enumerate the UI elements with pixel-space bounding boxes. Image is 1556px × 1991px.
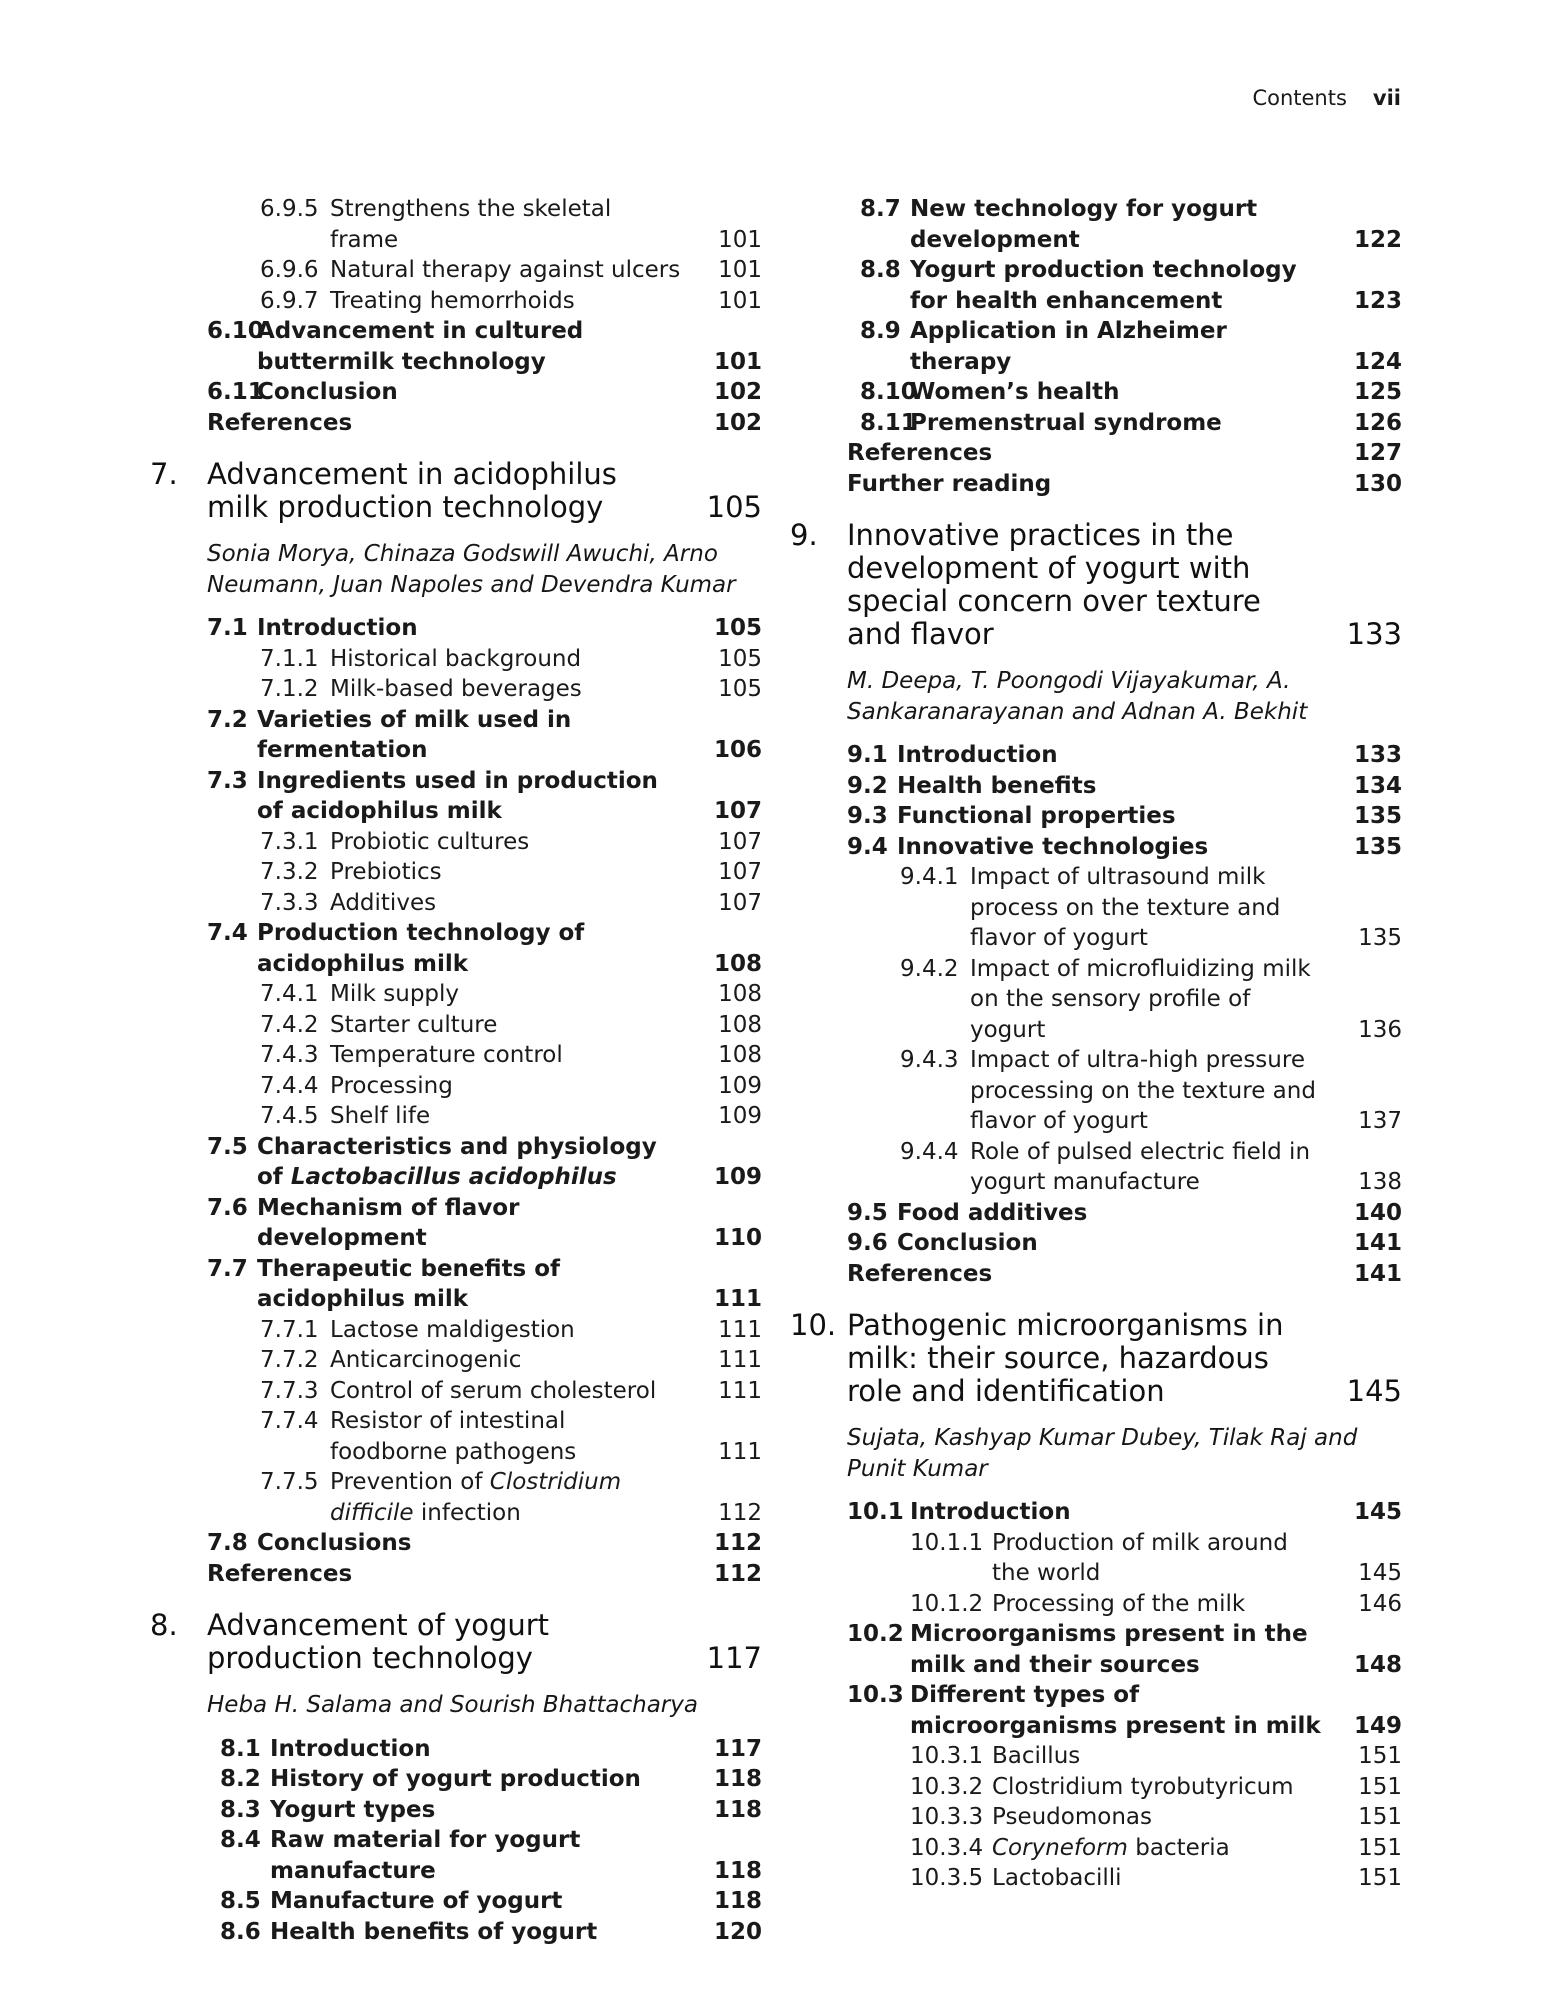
toc-entry-title: Resistor of intestinal foodborne pathogens: [330, 1408, 577, 1465]
toc-entry-page: 120: [713, 1918, 762, 1945]
toc-entry[interactable]: [790, 1589, 1402, 1620]
toc-entry-title: Pseudomonas: [992, 1804, 1152, 1830]
toc-entry[interactable]: [150, 1795, 762, 1826]
toc-entry-number: 8.8: [860, 257, 901, 283]
toc-group: [790, 194, 1402, 499]
toc-entry-title: Health benefits: [897, 772, 1097, 799]
toc-entry[interactable]: [790, 1863, 1402, 1894]
toc-entry[interactable]: [150, 286, 762, 317]
toc-group: [150, 1734, 762, 1948]
toc-entry[interactable]: [150, 316, 762, 377]
chapter-heading[interactable]: [150, 458, 762, 524]
toc-entry[interactable]: [790, 1772, 1402, 1803]
toc-entry-page: 138: [1358, 1169, 1402, 1195]
toc-entry-title: Prevention of Clostridium difficile infection: [330, 1469, 622, 1526]
toc-entry-number: 9.5: [847, 1199, 888, 1226]
toc-entry-title: Treating hemorrhoids: [330, 287, 575, 314]
chapter-page: 117: [706, 1641, 762, 1675]
toc-entry-title: Yogurt types: [270, 1796, 436, 1823]
toc-entry-title: Conclusion: [897, 1230, 1038, 1256]
chapter-heading[interactable]: [790, 519, 1402, 651]
toc-entry-page: 107: [718, 889, 762, 916]
toc-entry-title: Impact of ultrasound milk process on the texture and flavor of yogurt: [970, 864, 1281, 951]
toc-entry-title: References: [207, 1560, 353, 1587]
toc-entry-title: Microorganisms present in the milk and their sources: [910, 1621, 1308, 1678]
toc-entry-number: 7.7.3: [260, 1377, 319, 1404]
toc-entry-number: 8.9: [860, 318, 901, 344]
toc-entry-number: 10.3.1: [910, 1743, 984, 1769]
toc-entry-page: 122: [1353, 226, 1402, 253]
toc-entry-number: 7.7: [207, 1255, 248, 1282]
toc-entry-number: 10.3.3: [910, 1804, 984, 1830]
toc-entry-number: 7.4.4: [260, 1072, 319, 1099]
toc-entry-title: Further reading: [847, 470, 1052, 497]
toc-entry[interactable]: [150, 674, 762, 705]
toc-entry-page: 140: [1353, 1199, 1402, 1226]
toc-entry-number: 9.4.3: [900, 1047, 959, 1073]
toc-entry-title: Shelf life: [330, 1103, 431, 1129]
running-head-label: Contents: [1252, 86, 1347, 110]
toc-entry-page: 101: [718, 287, 762, 314]
toc-entry[interactable]: [790, 1137, 1402, 1198]
chapter-title: Advancement in acidophilus milk production technology: [207, 457, 617, 524]
toc-entry-title: Additives: [330, 889, 437, 916]
toc-entry-number: 10.2: [847, 1621, 904, 1647]
chapter-title: Advancement of yogurt production technology: [207, 1608, 550, 1675]
toc-entry[interactable]: [150, 918, 762, 979]
toc-entry-title: Conclusions: [257, 1530, 412, 1556]
toc-entry-page: 118: [713, 1766, 762, 1792]
toc-entry-page: 110: [713, 1225, 762, 1251]
toc-entry-title: Introduction: [257, 615, 418, 641]
toc-entry-number: 10.1.1: [910, 1529, 984, 1556]
toc-entry-number: 7.1.1: [260, 645, 319, 672]
toc-entry-title: Functional properties: [897, 803, 1176, 829]
toc-entry-page: 101: [718, 226, 762, 253]
toc-entry-page: 151: [1358, 1804, 1402, 1830]
chapter-heading[interactable]: [150, 1609, 762, 1675]
toc-entry-page: 118: [713, 1888, 762, 1914]
toc-entry-title: References: [847, 440, 993, 466]
toc-entry[interactable]: [790, 1259, 1402, 1290]
toc-entry[interactable]: [790, 771, 1402, 802]
toc-entry-title: Impact of ultra-high pressure processing on the texture and flavor of yogurt: [970, 1047, 1316, 1134]
toc-entry-page: 111: [718, 1316, 762, 1343]
toc-entry[interactable]: [150, 194, 762, 255]
toc-entry[interactable]: [790, 469, 1402, 500]
toc-entry-page: 145: [1353, 1499, 1402, 1525]
toc-entry-page: 111: [718, 1347, 762, 1373]
toc-entry[interactable]: [150, 1254, 762, 1315]
toc-entry-number: 10.3.4: [910, 1834, 984, 1861]
toc-entry[interactable]: [790, 1528, 1402, 1589]
chapter-title: Innovative practices in the development of yogurt with special concern over texture and flavor: [847, 518, 1261, 651]
toc-entry-number: 9.3: [847, 803, 888, 829]
toc-entry-number: 10.3: [847, 1682, 904, 1708]
toc-entry[interactable]: [150, 1886, 762, 1917]
toc-entry[interactable]: [150, 1528, 762, 1559]
toc-entry-page: 130: [1353, 470, 1402, 497]
toc-entry-number: 7.7.2: [260, 1347, 319, 1373]
toc-entry-title: Prebiotics: [330, 859, 442, 885]
toc-entry[interactable]: [150, 1193, 762, 1254]
toc-entry[interactable]: [150, 1764, 762, 1795]
toc-entry-page: 151: [1358, 1743, 1402, 1769]
toc-entry-page: 105: [718, 645, 762, 672]
toc-entry[interactable]: [790, 438, 1402, 469]
toc-entry-number: 7.4.2: [260, 1011, 319, 1038]
toc-entry[interactable]: [790, 1045, 1402, 1137]
toc-entry[interactable]: [150, 1010, 762, 1041]
toc-entry-number: 8.1: [220, 1735, 261, 1762]
toc-entry-number: 6.10: [207, 318, 264, 344]
toc-entry-page: 107: [718, 828, 762, 855]
chapter-page: 105: [706, 490, 762, 524]
toc-entry[interactable]: [790, 1619, 1402, 1680]
toc-entry-title: Coryneform bacteria: [992, 1834, 1230, 1861]
toc-column-left: [150, 194, 762, 1947]
toc-entry-page: 135: [1353, 803, 1402, 829]
toc-entry[interactable]: [790, 801, 1402, 832]
toc-entry-title: Milk-based beverages: [330, 676, 582, 702]
toc-entry-page: 151: [1358, 1865, 1402, 1891]
toc-entry[interactable]: [150, 408, 762, 439]
toc-entry-page: 135: [1358, 925, 1402, 951]
toc-entry-number: 7.7.1: [260, 1316, 319, 1343]
chapter-authors: Heba H. Salama and Sourish Bhattacharya: [207, 1692, 698, 1718]
toc-entry[interactable]: [790, 1228, 1402, 1259]
toc-entry[interactable]: [150, 979, 762, 1010]
toc-entry-title: Production of milk around the world: [992, 1529, 1288, 1586]
toc-entry-title: Bacillus: [992, 1743, 1081, 1769]
toc-entry[interactable]: [790, 408, 1402, 439]
toc-entry[interactable]: [150, 827, 762, 858]
toc-entry[interactable]: [150, 1345, 762, 1376]
toc-entry-page: 151: [1358, 1773, 1402, 1800]
toc-entry-number: 6.11: [207, 379, 264, 405]
toc-entry-title: Different types of microorganisms present in milk: [910, 1682, 1321, 1739]
toc-entry-title: Production technology of acidophilus milk: [257, 920, 585, 977]
toc-entry-page: 111: [713, 1286, 762, 1312]
toc-entry-page: 107: [718, 859, 762, 885]
toc-entry[interactable]: [150, 613, 762, 644]
toc-entry-page: 108: [718, 981, 762, 1007]
toc-entry-number: 7.2: [207, 706, 248, 733]
toc-entry[interactable]: [790, 1833, 1402, 1864]
toc-entry[interactable]: [790, 255, 1402, 316]
toc-entry-number: 8.3: [220, 1796, 261, 1823]
toc-entry-number: 7.7.5: [260, 1469, 319, 1495]
chapter-page: 145: [1346, 1374, 1402, 1408]
toc-entry-title: Starter culture: [330, 1011, 498, 1038]
toc-entry[interactable]: [150, 1559, 762, 1590]
toc-entry-title: Probiotic cultures: [330, 828, 530, 855]
toc-entry-number: 8.7: [860, 196, 901, 222]
toc-group: [150, 194, 762, 438]
toc-entry-title: Yogurt production technology for health enhancement: [910, 257, 1297, 314]
toc-entry-page: 105: [718, 676, 762, 702]
toc-entry-page: 125: [1353, 379, 1402, 405]
toc-entry-title: Women’s health: [910, 379, 1120, 405]
toc-entry[interactable]: [150, 888, 762, 919]
toc-entry-number: 8.4: [220, 1827, 261, 1853]
toc-entry[interactable]: [790, 1680, 1402, 1741]
toc-entry-number: 6.9.6: [260, 257, 319, 283]
toc-entry-number: 7.4.3: [260, 1042, 319, 1068]
toc-entry[interactable]: [790, 832, 1402, 863]
toc-entry-title: Mechanism of flavor development: [257, 1194, 520, 1251]
toc-entry[interactable]: [150, 1376, 762, 1407]
toc-entry-page: 141: [1353, 1260, 1402, 1287]
chapter-number: 9.: [790, 518, 818, 552]
toc-entry[interactable]: [790, 1741, 1402, 1772]
toc-entry-page: 106: [713, 737, 762, 763]
toc-entry-page: 102: [713, 409, 762, 436]
toc-entry-title: Milk supply: [330, 981, 460, 1007]
toc-entry-number: 8.5: [220, 1888, 261, 1914]
toc-entry[interactable]: [150, 1071, 762, 1102]
toc-entry-number: 8.10: [860, 379, 917, 405]
toc-entry-title: Clostridium tyrobutyricum: [992, 1773, 1294, 1800]
toc-entry[interactable]: [790, 1198, 1402, 1229]
toc-entry-page: 135: [1353, 833, 1402, 860]
toc-entry-title: Role of pulsed electric field in yogurt manufacture: [970, 1138, 1311, 1195]
toc-entry-title: Premenstrual syndrome: [910, 409, 1222, 436]
chapter-number: 7.: [150, 457, 178, 491]
toc-entry-page: 118: [713, 1857, 762, 1884]
toc-entry-title: References: [207, 409, 353, 436]
toc-entry[interactable]: [150, 857, 762, 888]
toc-entry-number: 10.1: [847, 1499, 904, 1525]
toc-entry-page: 146: [1358, 1590, 1402, 1617]
toc-entry-title: Lactose maldigestion: [330, 1316, 575, 1343]
toc-entry[interactable]: [790, 316, 1402, 377]
chapter-number: 8.: [150, 1608, 178, 1642]
toc-entry-title: Raw material for yogurt manufacture: [270, 1827, 581, 1884]
toc-entry-number: 8.2: [220, 1766, 261, 1792]
toc-entry-page: 141: [1353, 1230, 1402, 1256]
toc-group: [790, 1497, 1402, 1894]
toc-group: [790, 740, 1402, 1289]
toc-entry-page: 101: [713, 348, 762, 375]
toc-entry-number: 9.1: [847, 742, 888, 768]
toc-entry-page: 123: [1353, 287, 1402, 314]
toc-entry-page: 137: [1358, 1108, 1402, 1134]
toc-entry-number: 9.4.1: [900, 864, 959, 890]
toc-entry-page: 149: [1353, 1712, 1402, 1739]
toc-entry[interactable]: [790, 377, 1402, 408]
toc-entry-number: 6.9.7: [260, 287, 319, 314]
toc-entry-number: 10.3.5: [910, 1865, 984, 1891]
chapter-authors: Sonia Morya, Chinaza Godswill Awuchi, Arno Neumann, Juan Napoles and Devendra Kumar: [207, 541, 736, 598]
running-head: [1252, 86, 1401, 110]
toc-entry-page: 127: [1353, 440, 1402, 466]
chapter-heading[interactable]: [790, 1309, 1402, 1408]
toc-entry-page: 126: [1353, 409, 1402, 436]
chapter-authors: M. Deepa, T. Poongodi Vijayakumar, A. Sankaranarayanan and Adnan A. Bekhit: [847, 668, 1308, 725]
toc-entry[interactable]: [150, 1040, 762, 1071]
toc-entry-page: 102: [713, 379, 762, 405]
toc-entry-title: Conclusion: [257, 379, 398, 405]
toc-entry-title: History of yogurt production: [270, 1766, 641, 1792]
toc-entry-number: 7.4.5: [260, 1103, 319, 1129]
toc-entry-page: 118: [713, 1796, 762, 1823]
toc-entry-title: Innovative technologies: [897, 833, 1209, 860]
toc-entry[interactable]: [150, 1406, 762, 1467]
toc-entry-number: 8.11: [860, 409, 917, 436]
toc-entry-number: 7.4.1: [260, 981, 319, 1007]
toc-entry[interactable]: [790, 954, 1402, 1046]
toc-entry[interactable]: [150, 705, 762, 766]
toc-entry[interactable]: [790, 1802, 1402, 1833]
toc-entry[interactable]: [150, 255, 762, 286]
toc-entry-number: 6.9.5: [260, 196, 319, 222]
toc-entry-title: Control of serum cholesterol: [330, 1377, 657, 1404]
toc-entry-page: 101: [718, 257, 762, 283]
toc-entry-title: Introduction: [910, 1499, 1071, 1525]
toc-entry-number: 9.6: [847, 1230, 888, 1256]
toc-entry[interactable]: [150, 1132, 762, 1193]
toc-entry-page: 124: [1353, 348, 1402, 375]
toc-entry-number: 7.3.2: [260, 859, 319, 885]
toc-entry-page: 112: [718, 1499, 762, 1526]
toc-entry-number: 10.1.2: [910, 1590, 984, 1617]
toc-entry-page: 109: [718, 1103, 762, 1129]
chapter-page: 133: [1346, 617, 1402, 651]
toc-entry-page: 109: [718, 1072, 762, 1099]
toc-entry-page: 109: [713, 1164, 762, 1190]
toc-entry[interactable]: [790, 862, 1402, 954]
toc-entry-number: 8.6: [220, 1918, 261, 1945]
toc-entry-number: 9.4: [847, 833, 888, 860]
toc-entry-title: Strengthens the skeletal frame: [330, 196, 612, 253]
toc-entry-page: 108: [718, 1011, 762, 1038]
toc-entry[interactable]: [790, 1497, 1402, 1528]
toc-entry[interactable]: [150, 1917, 762, 1948]
toc-entry-title: New technology for yogurt development: [910, 196, 1258, 253]
toc-entry-page: 145: [1358, 1560, 1402, 1586]
toc-entry-page: 112: [713, 1530, 762, 1556]
chapter-title: Pathogenic microorganisms in milk: their source, hazardous role and identification: [847, 1308, 1284, 1408]
toc-entry[interactable]: [150, 766, 762, 827]
toc-entry-title: Lactobacilli: [992, 1865, 1122, 1891]
toc-entry-title: Application in Alzheimer therapy: [910, 318, 1227, 375]
toc-entry-number: 7.8: [207, 1530, 248, 1556]
toc-entry-title: Natural therapy against ulcers: [330, 257, 681, 283]
toc-entry[interactable]: [150, 1467, 762, 1528]
toc-entry-page: 134: [1353, 772, 1402, 799]
toc-entry-title: Ingredients used in production of acidophilus milk: [257, 767, 658, 824]
toc-group: [150, 613, 762, 1589]
toc-entry-page: 148: [1353, 1651, 1402, 1678]
toc-entry-title: Health benefits of yogurt: [270, 1918, 598, 1945]
toc-entry[interactable]: [150, 644, 762, 675]
toc-entry-number: 7.1.2: [260, 676, 319, 702]
toc-entry-number: 7.5: [207, 1133, 248, 1160]
toc-entry-title: Characteristics and physiology of Lactobacillus acidophilus: [257, 1133, 657, 1190]
toc-entry-number: 7.6: [207, 1194, 248, 1221]
toc-entry-number: 9.4.2: [900, 955, 959, 982]
toc-entry-title: Varieties of milk used in fermentation: [257, 706, 572, 763]
toc-entry-page: 117: [713, 1735, 762, 1762]
toc-entry-page: 111: [718, 1377, 762, 1404]
toc-entry[interactable]: [150, 1315, 762, 1346]
toc-entry-page: 108: [718, 1042, 762, 1068]
toc-entry-title: Manufacture of yogurt: [270, 1888, 563, 1914]
toc-entry-number: 7.3.1: [260, 828, 319, 855]
toc-entry-number: 9.4.4: [900, 1138, 959, 1165]
toc-entry-title: Historical background: [330, 645, 582, 672]
toc-entry-number: 7.1: [207, 615, 248, 641]
toc-entry[interactable]: [790, 740, 1402, 771]
toc-entry-number: 10.3.2: [910, 1773, 984, 1800]
toc-entry-number: 7.3.3: [260, 889, 319, 916]
chapter-number: 10.: [790, 1308, 837, 1342]
toc-entry-title: Processing of the milk: [992, 1590, 1246, 1617]
toc-entry-page: 112: [713, 1560, 762, 1587]
toc-entry-page: 105: [713, 615, 762, 641]
toc-entry-title: Processing: [330, 1072, 453, 1099]
toc-entry-title: Therapeutic benefits of acidophilus milk: [257, 1255, 561, 1312]
chapter-authors: Sujata, Kashyap Kumar Dubey, Tilak Raj and Punit Kumar: [847, 1425, 1358, 1482]
toc-entry[interactable]: [150, 1734, 762, 1765]
toc-entry-number: 9.2: [847, 772, 888, 799]
toc-entry[interactable]: [790, 194, 1402, 255]
toc-entry-title: References: [847, 1260, 993, 1287]
toc-entry-title: Food additives: [897, 1199, 1088, 1226]
toc-entry-page: 136: [1358, 1016, 1402, 1043]
toc-entry[interactable]: [150, 1101, 762, 1132]
toc-entry-page: 133: [1353, 742, 1402, 768]
toc-entry-title: Impact of microfluidizing milk on the sensory profile of yogurt: [970, 955, 1311, 1043]
toc-entry-title: Temperature control: [330, 1042, 563, 1068]
toc-entry-page: 151: [1358, 1834, 1402, 1861]
toc-entry-number: 7.3: [207, 767, 248, 794]
toc-entry-number: 7.4: [207, 920, 248, 946]
toc-entry-page: 108: [713, 950, 762, 977]
toc-entry-page: 107: [713, 798, 762, 824]
toc-entry[interactable]: [150, 377, 762, 408]
toc-entry-title: Introduction: [270, 1735, 431, 1762]
toc-column-right: [790, 194, 1402, 1894]
toc-entry[interactable]: [150, 1825, 762, 1886]
toc-entry-title: Introduction: [897, 742, 1058, 768]
toc-entry-title: Advancement in cultured buttermilk technology: [257, 318, 584, 375]
page-number: vii: [1372, 86, 1401, 110]
toc-entry-number: 7.7.4: [260, 1408, 319, 1434]
toc-entry-title: Anticarcinogenic: [330, 1347, 522, 1373]
toc-entry-page: 111: [718, 1438, 762, 1465]
